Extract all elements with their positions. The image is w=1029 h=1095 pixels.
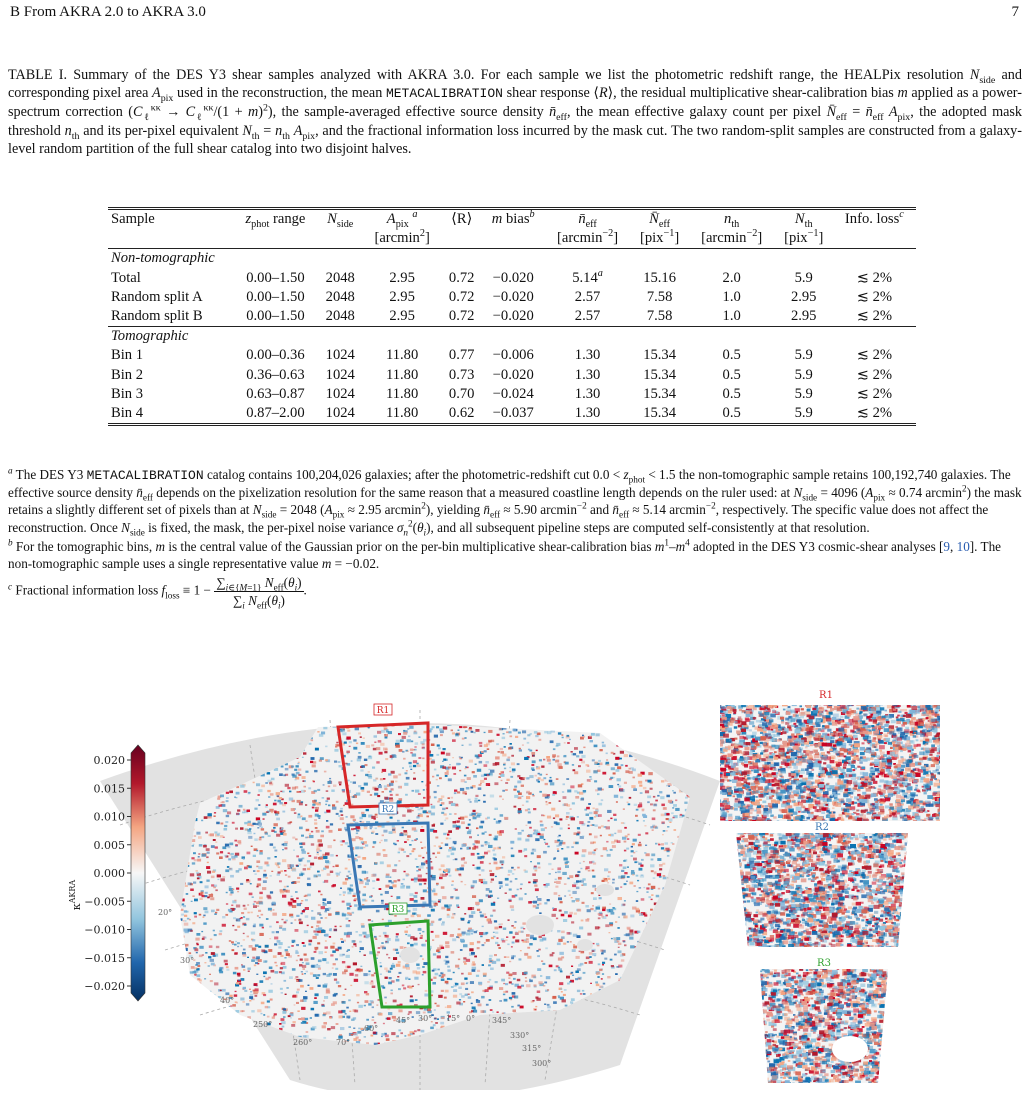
panel-title-r2: R2 xyxy=(815,822,829,833)
table-body xyxy=(108,249,916,425)
cell-nside: 1024 xyxy=(318,346,363,365)
region-label-r1: R1 xyxy=(377,706,390,716)
ra-label: 250° xyxy=(253,1020,272,1029)
cell-Neff: 7.58 xyxy=(631,288,689,307)
cell-nth: 0.5 xyxy=(689,404,775,425)
cell-loss: ≲ 2% xyxy=(833,307,916,327)
table-row xyxy=(108,385,916,404)
table-row xyxy=(108,307,916,327)
cell-loss: ≲ 2% xyxy=(833,385,916,404)
cell-apix: 11.80 xyxy=(363,385,442,404)
ra-label: 40° xyxy=(220,996,234,1005)
caption-label: TABLE I. xyxy=(8,67,67,83)
ra-label: 345° xyxy=(492,1016,511,1025)
table-row xyxy=(108,346,916,365)
cell-nth: 1.0 xyxy=(689,288,775,307)
cell-sample: Random split B xyxy=(108,307,233,327)
cell-Nth: 5.9 xyxy=(775,385,833,404)
cell-zrange: 0.00–1.50 xyxy=(233,288,318,307)
cell-Neff: 7.58 xyxy=(631,307,689,327)
ra-label: 300° xyxy=(532,1059,551,1068)
masked-hole xyxy=(832,1036,868,1062)
ra-label: 315° xyxy=(522,1044,541,1053)
cell-mbias: −0.024 xyxy=(482,385,545,404)
footnote-b: $^b$ For the tomographic bins, m is the central value of the Gaussian prior on the per-bin multiplicative shear-calibration bias $m^1-m^4$ adopted in the DES Y3 cosmic-shear analyses [9, 10]. The non-tomographic sample uses a single representative value m = −0.02. xyxy=(8,538,1022,572)
summary-table xyxy=(108,207,916,426)
cell-sample: Random split A xyxy=(108,288,233,307)
colorbar-tick-label: −0.010 xyxy=(84,924,125,937)
cell-nside: 2048 xyxy=(318,269,363,288)
cell-mbias: −0.037 xyxy=(482,404,545,425)
colorbar-tick-label: 0.015 xyxy=(94,782,126,795)
cell-nth: 1.0 xyxy=(689,307,775,327)
footnote-c: $^c$ Fractional information loss $f_{loss} \equiv 1$ − $\sum_{i\in\{M=1\}}$ $N_{eff}(\theta_i)$ $\sum_i$ $N_{eff}(\theta_i)$ . xyxy=(8,574,1022,609)
col-Neff: $N̄_{eff}$ [pix$^{-1}$] xyxy=(631,209,689,249)
cell-response: 0.73 xyxy=(441,366,481,385)
cell-nside: 1024 xyxy=(318,385,363,404)
cell-response: 0.72 xyxy=(441,288,481,307)
table-section-row xyxy=(108,327,916,347)
zoom-panel-r2 xyxy=(732,829,917,955)
cell-Neff: 15.34 xyxy=(631,346,689,365)
colorbar-tick-label: −0.005 xyxy=(84,895,125,908)
table-row xyxy=(108,288,916,307)
cell-nside: 2048 xyxy=(318,307,363,327)
cell-zrange: 0.87–2.00 xyxy=(233,404,318,425)
ra-label: 15° xyxy=(446,1014,460,1023)
cell-neff: 2.57 xyxy=(545,307,631,327)
panel-title-r3: R3 xyxy=(817,958,831,969)
cell-mbias: −0.020 xyxy=(482,366,545,385)
cell-sample: Bin 4 xyxy=(108,404,233,425)
cell-neff: 1.30 xyxy=(545,404,631,425)
colorbar-tick-label: −0.020 xyxy=(84,980,125,993)
cell-nside: 1024 xyxy=(318,366,363,385)
cell-neff: 5.14$^a$ xyxy=(545,269,631,288)
cell-apix: 2.95 xyxy=(363,269,442,288)
cell-sample: Total xyxy=(108,269,233,288)
zoom-panel-r1 xyxy=(716,701,950,828)
cell-Neff: 15.34 xyxy=(631,366,689,385)
col-loss: Info. loss$^c$ xyxy=(833,209,916,249)
table-header-row xyxy=(108,209,916,249)
cell-apix: 11.80 xyxy=(363,346,442,365)
cell-zrange: 0.63–0.87 xyxy=(233,385,318,404)
colorbar xyxy=(68,745,145,1001)
col-nth: $n_{th}$ [arcmin$^{-2}$] xyxy=(689,209,775,249)
cell-apix: 11.80 xyxy=(363,404,442,425)
ra-label: 260° xyxy=(293,1038,312,1047)
cell-sample: Bin 3 xyxy=(108,385,233,404)
cell-Nth: 5.9 xyxy=(775,269,833,288)
cell-apix: 11.80 xyxy=(363,366,442,385)
section-title: Non-tomographic xyxy=(108,249,916,269)
cell-response: 0.77 xyxy=(441,346,481,365)
figure-svg xyxy=(0,685,1029,1090)
cell-mbias: −0.020 xyxy=(482,288,545,307)
cell-nth: 0.5 xyxy=(689,346,775,365)
panel-title-r1: R1 xyxy=(819,690,833,701)
cell-neff: 1.30 xyxy=(545,385,631,404)
col-Nth: $N_{th}$ [pix$^{-1}$] xyxy=(775,209,833,249)
cell-response: 0.62 xyxy=(441,404,481,425)
region-label-r3: R3 xyxy=(392,905,405,915)
cell-Neff: 15.34 xyxy=(631,404,689,425)
ra-label: 30° xyxy=(180,956,194,965)
cell-apix: 2.95 xyxy=(363,288,442,307)
ra-label: 45° xyxy=(396,1016,410,1025)
col-mbias: m bias$^b$ xyxy=(482,209,545,249)
cell-sample: Bin 1 xyxy=(108,346,233,365)
cell-loss: ≲ 2% xyxy=(833,288,916,307)
cell-loss: ≲ 2% xyxy=(833,346,916,365)
cell-response: 0.72 xyxy=(441,307,481,327)
cell-zrange: 0.00–1.50 xyxy=(233,307,318,327)
cell-Neff: 15.16 xyxy=(631,269,689,288)
cell-zrange: 0.36–0.63 xyxy=(233,366,318,385)
colorbar-tick-label: 0.000 xyxy=(94,867,126,880)
cell-response: 0.70 xyxy=(441,385,481,404)
cell-zrange: 0.00–0.36 xyxy=(233,346,318,365)
cell-mbias: −0.020 xyxy=(482,307,545,327)
zoom-panel-r3 xyxy=(756,965,898,1090)
colorbar-label: $\kappa^{AKRA}$ xyxy=(68,880,83,911)
table-footnotes xyxy=(8,466,1022,612)
section-title: B From AKRA 2.0 to AKRA 3.0 xyxy=(10,4,206,21)
ra-label: 60° xyxy=(364,1024,378,1033)
cell-nth: 0.5 xyxy=(689,366,775,385)
ra-label: 70° xyxy=(336,1038,350,1047)
page-number: 7 xyxy=(1012,4,1020,21)
footnote-a: $^a$ The DES Y3 METACALIBRATION catalog contains 100,204,026 galaxies; after the photometric-redshift cut $0.0 < z_{phot} < 1.5$ the non-tomographic sample retains 100,192,740 galaxies. The effective source density $n̄_{eff}$ depends on the pixelization resolution for the same reason that a measured coastline length depends on the ruler used: at $N_{side} = 4096$ ($A_{pix} \approx 0.74$ arcmin$^2$) the mask retains a slightly different set of pixels than at $N_{side} = 2048$ ($A_{pix} \approx 2.95$ arcmin$^2$), yielding $n̄_{eff} \approx 5.90$ arcmin$^{-2}$ and $n̄_{eff} \approx 5.14$ arcmin$^{-2}$, respectively. The specific value does not affect the reconstruction. Once $N_{side}$ is fixed, the mask, the per-pixel noise variance $\sigma_n^2(\theta_i)$, and all subsequent pipeline steps are computed self-consistently at that resolution. xyxy=(8,466,1022,536)
convergence-map-figure xyxy=(0,685,1029,1090)
cell-neff: 1.30 xyxy=(545,366,631,385)
cell-loss: ≲ 2% xyxy=(833,269,916,288)
cell-mbias: −0.020 xyxy=(482,269,545,288)
cell-loss: ≲ 2% xyxy=(833,404,916,425)
cell-nth: 0.5 xyxy=(689,385,775,404)
region-label-r2: R2 xyxy=(382,805,395,815)
cell-sample: Bin 2 xyxy=(108,366,233,385)
colorbar-tick-label: −0.015 xyxy=(84,952,125,965)
col-response: ⟨R⟩ xyxy=(441,209,481,249)
ra-label: 330° xyxy=(510,1031,529,1040)
col-apix: $A_{pix}$ $^a$ [arcmin$^2$] xyxy=(363,209,442,249)
col-nside: $N_{side}$ xyxy=(318,209,363,249)
cell-nth: 2.0 xyxy=(689,269,775,288)
cell-Nth: 5.9 xyxy=(775,404,833,425)
table-section-row xyxy=(108,249,916,269)
col-neff: $n̄_{eff}$ [arcmin$^{-2}$] xyxy=(545,209,631,249)
cell-neff: 2.57 xyxy=(545,288,631,307)
col-sample: Sample xyxy=(108,209,233,249)
cell-Nth: 5.9 xyxy=(775,366,833,385)
table-row xyxy=(108,404,916,425)
cell-apix: 2.95 xyxy=(363,307,442,327)
cell-Neff: 15.34 xyxy=(631,385,689,404)
colorbar-tick-label: 0.020 xyxy=(94,754,126,767)
cell-nside: 2048 xyxy=(318,288,363,307)
table-row xyxy=(108,269,916,288)
cell-zrange: 0.00–1.50 xyxy=(233,269,318,288)
cell-response: 0.72 xyxy=(441,269,481,288)
cell-mbias: −0.006 xyxy=(482,346,545,365)
col-zphot: $z_{phot}$ range xyxy=(233,209,318,249)
cell-loss: ≲ 2% xyxy=(833,366,916,385)
cell-neff: 1.30 xyxy=(545,346,631,365)
cell-nside: 1024 xyxy=(318,404,363,425)
ra-label: 0° xyxy=(466,1014,475,1023)
cell-Nth: 5.9 xyxy=(775,346,833,365)
cell-Nth: 2.95 xyxy=(775,307,833,327)
ra-label: 20° xyxy=(158,908,172,917)
ra-label: 30° xyxy=(418,1014,432,1023)
table-caption: TABLE I. Summary of the DES Y3 shear samples analyzed with AKRA 3.0. For each sample we list the photometric redshift range, the HEALPix resolution $N_{side}$ and corresponding pixel area $A_{pix}$ used in the reconstruction, the mean METACALIBRATION shear response ⟨R⟩, the residual multiplicative shear-calibration bias m applied as a power-spectrum correction $(C_\ell^{\kappa\kappa} \to C_\ell^{\kappa\kappa}/(1 + m)^2)$, the sample-averaged effective source density $n̄_{eff}$, the mean effective galaxy count per pixel $N̄_{eff}$ = $n̄_{eff}$ $A_{pix}$, the adopted mask threshold $n_{th}$ and its per-pixel equivalent $N_{th} = n_{th}$ $A_{pix}$, and the fractional information loss incurred by the mask cut. The two random-split samples are constructed from a galaxy-level random partition of the full shear catalog into two disjoint halves. xyxy=(8,66,1022,158)
cell-Nth: 2.95 xyxy=(775,288,833,307)
running-header xyxy=(10,4,1019,24)
table-row xyxy=(108,366,916,385)
colorbar-tick-label: 0.005 xyxy=(94,839,126,852)
colorbar-tick-label: 0.010 xyxy=(94,811,126,824)
section-title: Tomographic xyxy=(108,327,916,347)
